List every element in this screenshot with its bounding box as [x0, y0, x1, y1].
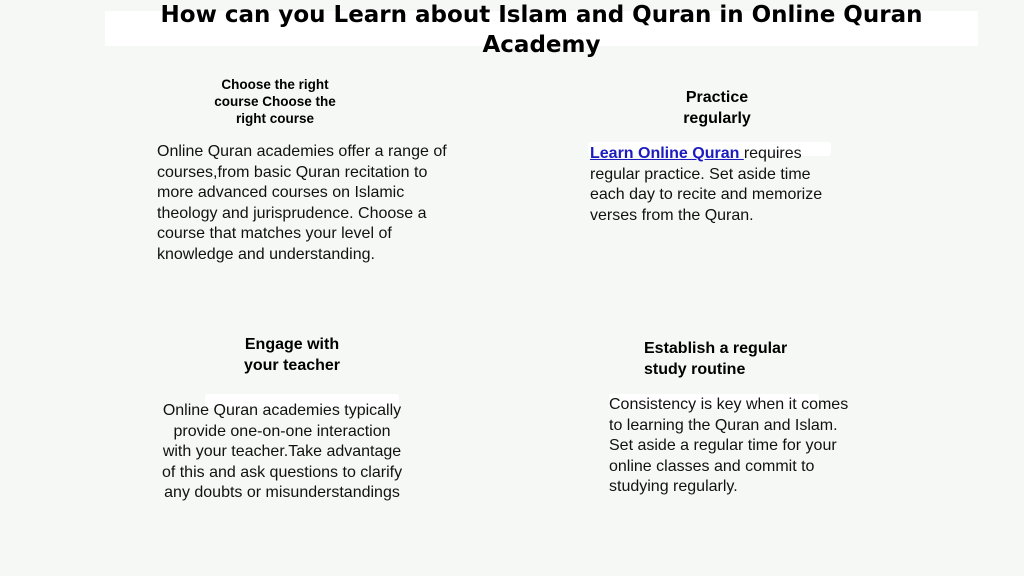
routine-heading [644, 338, 834, 380]
routine-heading-line2: study routine [644, 361, 746, 378]
practice-heading-line1: Practice [685, 89, 749, 106]
engage-heading-line2: your teacher [243, 357, 341, 374]
routine-heading-line1: Establish a regular [644, 340, 788, 357]
page-title: How can you Learn about Islam and Quran in Online Quran Academy [160, 2, 923, 58]
routine-text: Consistency is key when it comes to learning the Quran and Islam. Set aside a regular time for your online classes and commit to studying regularly. [609, 396, 849, 495]
engage-heading [222, 334, 362, 376]
practice-body: requires regular practice. Set aside time each day to recite and memorize verses from the Quran. [590, 145, 823, 224]
engage-heading-line1: Engage with [244, 336, 340, 353]
choose-course-text: Online Quran academies offer a range of courses,from basic Quran recitation to more advanced courses on Islamic theology and jurisprudence. Choose a course that matches your level of knowledge and understanding. [157, 143, 447, 263]
engage-text: Online Quran academies typically provide one-on-one interaction with your teacher.Take advantage of this and ask questions to clarify any doubts or misunderstandings [161, 402, 403, 501]
choose-course-heading: Choose the right course Choose the right course [214, 77, 336, 126]
practice-text [590, 144, 835, 226]
learn-online-quran-link[interactable]: Learn Online Quran [590, 145, 744, 162]
practice-heading [657, 87, 777, 129]
practice-heading-line2: regularly [683, 110, 751, 127]
